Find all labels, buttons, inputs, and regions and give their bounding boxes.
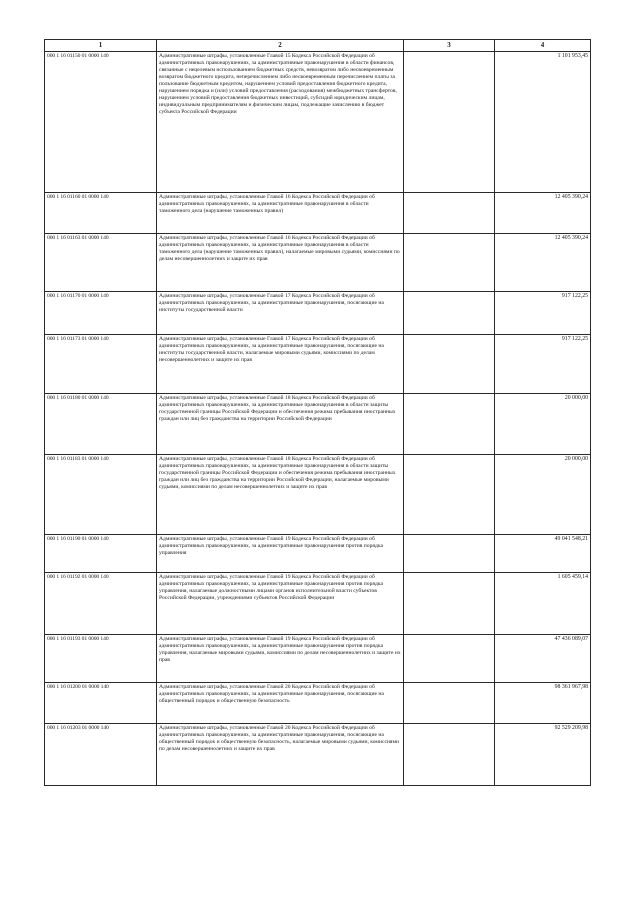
column-3-cell bbox=[404, 394, 495, 455]
table-row bbox=[45, 394, 591, 455]
column-3-cell bbox=[404, 335, 495, 394]
description-cell: Административные штрафы, установленные Главой 20 Кодекса Российской Федерации об административных правонарушениях, за административные правонарушения, посягающие на общественный порядок и общественную безопасность, налагаемые мировыми судьями, комиссиями по делам несовершеннолетних и защите их прав bbox=[157, 724, 404, 786]
description-cell: Административные штрафы, установленные Главой 16 Кодекса Российской Федерации об административных правонарушениях, за административные правонарушения в области таможенного дела (нарушение таможенных правил) bbox=[157, 193, 404, 234]
table-row bbox=[45, 292, 591, 335]
table-row bbox=[45, 335, 591, 394]
table-row bbox=[45, 573, 591, 635]
column-3-cell bbox=[404, 573, 495, 635]
description-cell: Административные штрафы, установленные Главой 16 Кодекса Российской Федерации об административных правонарушениях, за административные правонарушения в области таможенного дела (нарушение таможенных правил), налагаемые мировыми судьями, комиссиями по делам несовершеннолетних и защите их прав bbox=[157, 234, 404, 292]
table-row bbox=[45, 193, 591, 234]
budget-code-cell: 000 1 16 01150 01 0000 140 bbox=[45, 52, 157, 193]
column-3-cell bbox=[404, 292, 495, 335]
column-header-1: 1 bbox=[45, 40, 157, 52]
description-cell: Административные штрафы, установленные Главой 19 Кодекса Российской Федерации об административных правонарушениях, за административные правонарушения против порядка управления bbox=[157, 535, 404, 573]
budget-code-cell: 000 1 16 01192 01 0000 140 bbox=[45, 573, 157, 635]
amount-cell: 917 122,25 bbox=[495, 292, 591, 335]
description-cell: Административные штрафы, установленные Главой 18 Кодекса Российской Федерации об административных правонарушениях, за административные правонарушения в области защиты государственной границы Российской Федерации и обеспечения режима пребывания иностранных граждан или лиц без гражданства на территории Российской Федерации bbox=[157, 394, 404, 455]
description-cell: Административные штрафы, установленные Главой 18 Кодекса Российской Федерации об административных правонарушениях, за административные правонарушения в области защиты государственной границы Российской Федерации и обеспечения режима пребывания иностранных граждан или лиц без гражданства на территории Российской Федерации, налагаемые мировыми судьями, комиссиями по делам несовершеннолетних и защите их прав bbox=[157, 455, 404, 535]
budget-code-cell: 000 1 16 01203 01 0000 140 bbox=[45, 724, 157, 786]
revenue-table bbox=[44, 39, 591, 786]
description-cell: Административные штрафы, установленные Главой 15 Кодекса Российской Федерации об административных правонарушениях, за административные правонарушения в области финансов, связанные с нецелевым использованием бюджетных средств, невозвратом либо несвоевременным возвратом бюджетного кредита, неперечислением либо несвоевременным перечислением платы за пользование бюджетным кредитом, нарушением условий предоставления бюджетного кредита, нарушением порядка и (или) условий предоставления (расходования) межбюджетных трансфертов, нарушением условий предоставления бюджетных инвестиций, субсидий юридическим лицам, индивидуальным предпринимателям и физическим лицам, подлежащие зачислению в бюджет субъекта Российской Федерации bbox=[157, 52, 404, 193]
description-cell: Административные штрафы, установленные Главой 20 Кодекса Российской Федерации об административных правонарушениях, за административные правонарушения, посягающие на общественный порядок и общественную безопасность bbox=[157, 683, 404, 724]
column-header-2: 2 bbox=[157, 40, 404, 52]
table-row bbox=[45, 52, 591, 193]
amount-cell: 12 405 390,24 bbox=[495, 193, 591, 234]
budget-code-cell: 000 1 16 01160 01 0000 140 bbox=[45, 193, 157, 234]
amount-cell: 1 101 953,45 bbox=[495, 52, 591, 193]
budget-code-cell: 000 1 16 01200 01 0000 140 bbox=[45, 683, 157, 724]
amount-cell: 49 041 548,21 bbox=[495, 535, 591, 573]
column-3-cell bbox=[404, 683, 495, 724]
column-3-cell bbox=[404, 535, 495, 573]
amount-cell: 98 361 967,98 bbox=[495, 683, 591, 724]
budget-code-cell: 000 1 16 01173 01 0000 140 bbox=[45, 335, 157, 394]
column-3-cell bbox=[404, 635, 495, 683]
amount-cell: 47 436 089,07 bbox=[495, 635, 591, 683]
budget-code-cell: 000 1 16 01163 01 0000 140 bbox=[45, 234, 157, 292]
table-row bbox=[45, 683, 591, 724]
table-row bbox=[45, 234, 591, 292]
column-3-cell bbox=[404, 234, 495, 292]
table-row bbox=[45, 535, 591, 573]
amount-cell: 20 000,00 bbox=[495, 455, 591, 535]
column-3-cell bbox=[404, 455, 495, 535]
budget-code-cell: 000 1 16 01193 01 0000 140 bbox=[45, 635, 157, 683]
column-3-cell bbox=[404, 52, 495, 193]
amount-cell: 20 000,00 bbox=[495, 394, 591, 455]
table-header-row bbox=[45, 40, 591, 52]
column-header-3: 3 bbox=[404, 40, 495, 52]
column-3-cell bbox=[404, 193, 495, 234]
budget-code-cell: 000 1 16 01170 01 0000 140 bbox=[45, 292, 157, 335]
description-cell: Административные штрафы, установленные Главой 17 Кодекса Российской Федерации об административных правонарушениях, за административные правонарушения, посягающие на институты государственной власти bbox=[157, 292, 404, 335]
budget-code-cell: 000 1 16 01190 01 0000 140 bbox=[45, 535, 157, 573]
description-cell: Административные штрафы, установленные Главой 17 Кодекса Российской Федерации об административных правонарушениях, за административные правонарушения, посягающие на институты государственной власти, налагаемые мировыми судьями, комиссиями по делам несовершеннолетних и защите их прав bbox=[157, 335, 404, 394]
budget-code-cell: 000 1 16 01180 01 0000 140 bbox=[45, 394, 157, 455]
amount-cell: 1 605 459,14 bbox=[495, 573, 591, 635]
description-cell: Административные штрафы, установленные Главой 19 Кодекса Российской Федерации об административных правонарушениях, за административные правонарушения против порядка управления, налагаемые мировыми судьями, комиссиями по делам несовершеннолетних и защите их прав bbox=[157, 635, 404, 683]
table-row bbox=[45, 724, 591, 786]
amount-cell: 917 122,25 bbox=[495, 335, 591, 394]
column-3-cell bbox=[404, 724, 495, 786]
description-cell: Административные штрафы, установленные Главой 19 Кодекса Российской Федерации об административных правонарушениях, за административные правонарушения против порядка управления, налагаемые должностными лицами органов исполнительной власти субъектов Российской Федерации, учреждениями субъектов Российской Федерации bbox=[157, 573, 404, 635]
amount-cell: 12 405 390,24 bbox=[495, 234, 591, 292]
budget-code-cell: 000 1 16 01183 01 0000 140 bbox=[45, 455, 157, 535]
column-header-4: 4 bbox=[495, 40, 591, 52]
amount-cell: 92 529 209,98 bbox=[495, 724, 591, 786]
table-row bbox=[45, 455, 591, 535]
table-row bbox=[45, 635, 591, 683]
